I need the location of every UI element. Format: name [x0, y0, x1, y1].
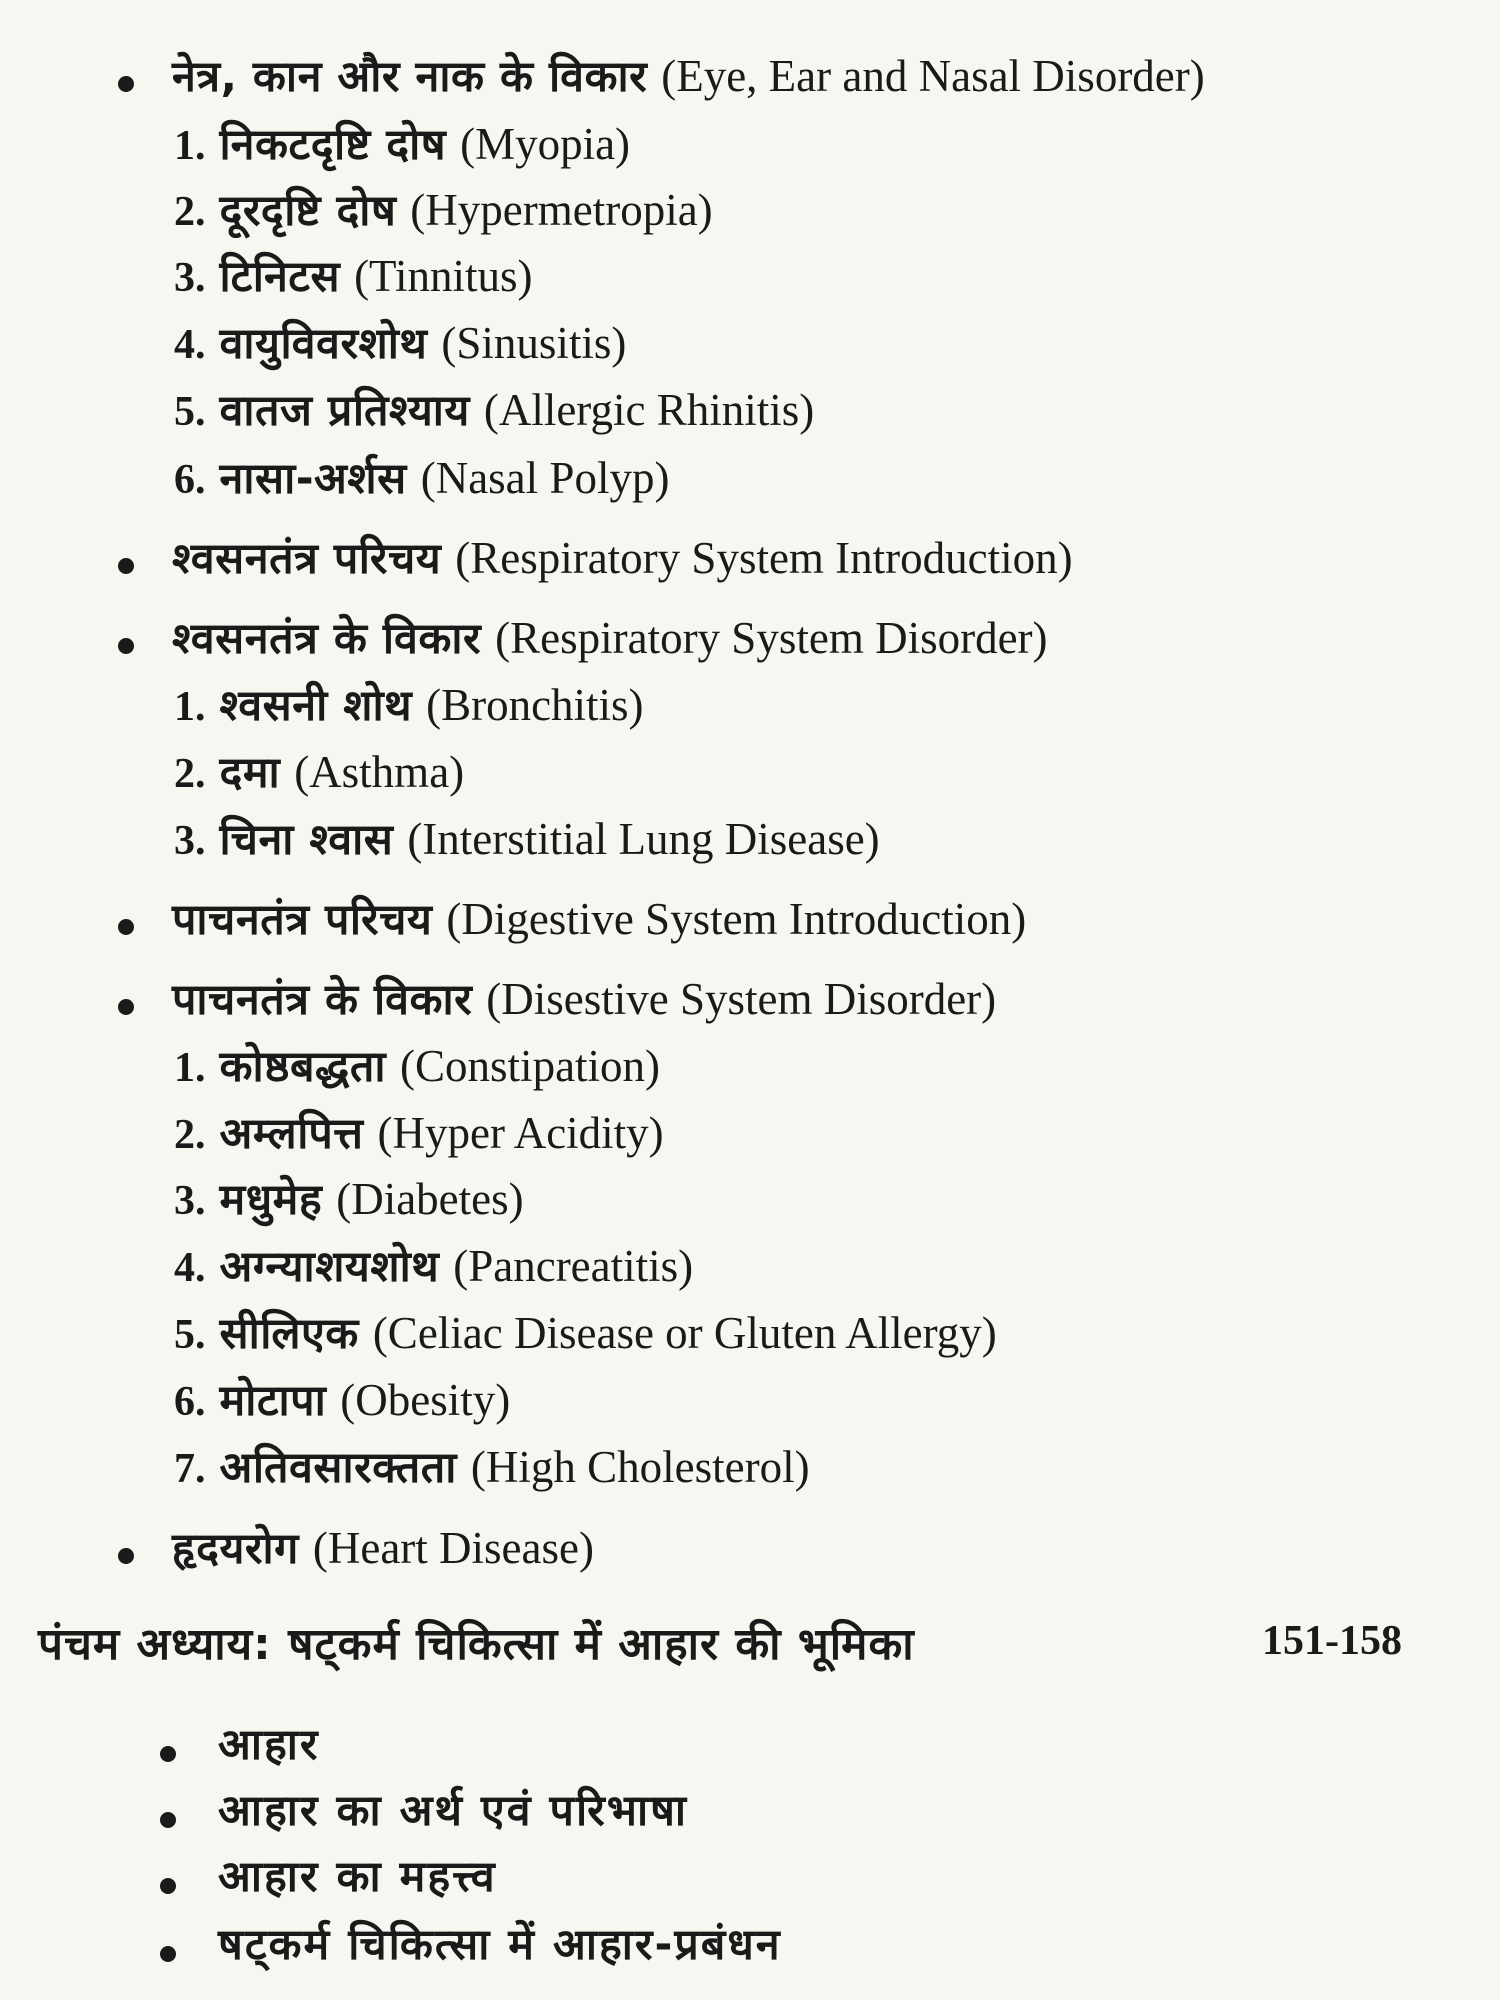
chapter-page-range: 151-158	[1262, 1618, 1402, 1664]
hindi-term: पाचनतंत्र परिचय	[172, 895, 433, 945]
item-number: 2.	[174, 751, 206, 797]
list-item	[218, 1852, 497, 1902]
item-number: 5.	[174, 389, 206, 435]
sub-list-item	[174, 1375, 511, 1426]
hindi-term: हृदयरोग	[172, 1524, 299, 1574]
list-item	[172, 974, 997, 1025]
sub-list-item	[174, 1442, 810, 1493]
hindi-term: वायुविवरशोथ	[219, 319, 428, 369]
sub-list-item	[174, 814, 880, 865]
sub-list-item	[174, 318, 627, 369]
hindi-term: निकटदृष्टि दोष	[219, 120, 447, 170]
hindi-term: दूरदृष्टि दोष	[219, 186, 397, 236]
english-term: (Disestive System Disorder)	[486, 974, 997, 1024]
hindi-term: श्वसनतंत्र परिचय	[172, 534, 442, 584]
sub-list-item	[174, 747, 465, 798]
bullet-icon	[160, 1946, 176, 1962]
english-term: (Hyper Acidity)	[377, 1108, 664, 1158]
list-item	[172, 894, 1027, 945]
english-term: (Diabetes)	[336, 1174, 524, 1224]
hindi-term: मोटापा	[219, 1376, 327, 1426]
item-number: 3.	[174, 255, 206, 301]
bullet-icon	[160, 1878, 176, 1894]
item-number: 3.	[174, 818, 206, 864]
item-number: 1.	[174, 684, 206, 730]
item-number: 2.	[174, 189, 206, 235]
list-item	[172, 613, 1048, 664]
english-term: (Respiratory System Introduction)	[455, 533, 1073, 583]
english-term: (Interstitial Lung Disease)	[407, 814, 880, 864]
sub-list-item	[174, 385, 815, 436]
english-term: (Respiratory System Disorder)	[495, 613, 1048, 663]
sub-list-item	[174, 680, 644, 731]
english-term: (Asthma)	[294, 747, 465, 797]
hindi-term: नेत्र, कान और नाक के विकार	[172, 52, 648, 102]
english-term: (Sinusitis)	[441, 318, 627, 368]
hindi-term: सीलिएक	[219, 1309, 359, 1359]
sub-list-item	[174, 1041, 661, 1092]
list-item	[172, 1523, 594, 1574]
english-term: (Constipation)	[400, 1041, 661, 1091]
sub-list-item	[174, 1241, 694, 1292]
hindi-term: अग्न्याशयशोथ	[219, 1242, 440, 1292]
hindi-term: कोष्ठबद्धता	[219, 1042, 387, 1092]
bullet-icon	[118, 638, 134, 654]
hindi-term: वातज प्रतिश्याय	[219, 386, 470, 436]
list-item	[172, 51, 1205, 102]
item-number: 1.	[174, 1045, 206, 1091]
bullet-icon	[160, 1812, 176, 1828]
sub-list-item	[174, 251, 533, 302]
bullet-icon	[118, 1548, 134, 1564]
sub-list-item	[174, 185, 713, 236]
item-number: 3.	[174, 1178, 206, 1224]
hindi-term: अम्लपित्त	[219, 1109, 364, 1159]
english-term: (Heart Disease)	[312, 1523, 594, 1573]
sub-list-item	[174, 1108, 664, 1159]
item-number: 6.	[174, 457, 206, 503]
sub-list-item	[174, 119, 631, 170]
list-item	[218, 1920, 782, 1970]
english-term: (Bronchitis)	[426, 680, 644, 730]
english-term: (Nasal Polyp)	[420, 453, 670, 503]
english-term: (Eye, Ear and Nasal Disorder)	[661, 51, 1205, 101]
hindi-term: मधुमेह	[219, 1175, 323, 1225]
english-term: (Hypermetropia)	[410, 185, 713, 235]
sub-list-item	[174, 1174, 524, 1225]
list-item	[172, 533, 1073, 584]
hindi-term: टिनिटस	[219, 252, 341, 302]
english-term: (Celiac Disease or Gluten Allergy)	[372, 1308, 997, 1358]
english-term: (Obesity)	[340, 1375, 511, 1425]
item-number: 1.	[174, 123, 206, 169]
list-item	[218, 1786, 689, 1836]
bullet-icon	[118, 919, 134, 935]
hindi-term: आहार का अर्थ एवं परिभाषा	[218, 1786, 689, 1836]
english-term: (High Cholesterol)	[470, 1442, 810, 1492]
item-number: 5.	[174, 1312, 206, 1358]
item-number: 4.	[174, 322, 206, 368]
hindi-term: षट्कर्म चिकित्सा में आहार-प्रबंधन	[218, 1920, 782, 1970]
hindi-term: अतिवसारक्तता	[219, 1443, 457, 1493]
english-term: (Pancreatitis)	[453, 1241, 694, 1291]
item-number: 2.	[174, 1112, 206, 1158]
bullet-icon	[118, 76, 134, 92]
english-term: (Digestive System Introduction)	[446, 894, 1027, 944]
sub-list-item	[174, 1308, 997, 1359]
chapter-heading	[38, 1612, 1438, 1672]
chapter-title: पंचम अध्याय: षट्कर्म चिकित्सा में आहार की भूमिका	[38, 1619, 915, 1670]
english-term: (Tinnitus)	[354, 251, 533, 301]
hindi-term: आहार का महत्त्व	[218, 1852, 497, 1902]
bullet-icon	[118, 558, 134, 574]
bullet-icon	[160, 1746, 176, 1762]
english-term: (Allergic Rhinitis)	[483, 385, 815, 435]
item-number: 7.	[174, 1446, 206, 1492]
list-item	[218, 1720, 320, 1770]
item-number: 4.	[174, 1245, 206, 1291]
hindi-term: दमा	[219, 748, 281, 798]
bullet-icon	[118, 999, 134, 1015]
hindi-term: आहार	[218, 1720, 320, 1770]
hindi-term: पाचनतंत्र के विकार	[172, 975, 473, 1025]
hindi-term: श्वसनतंत्र के विकार	[172, 614, 482, 664]
hindi-term: नासा-अर्शस	[219, 454, 407, 504]
hindi-term: श्वसनी शोथ	[219, 681, 413, 731]
hindi-term: चिना श्वास	[219, 815, 394, 865]
english-term: (Myopia)	[460, 119, 631, 169]
sub-list-item	[174, 453, 670, 504]
item-number: 6.	[174, 1379, 206, 1425]
